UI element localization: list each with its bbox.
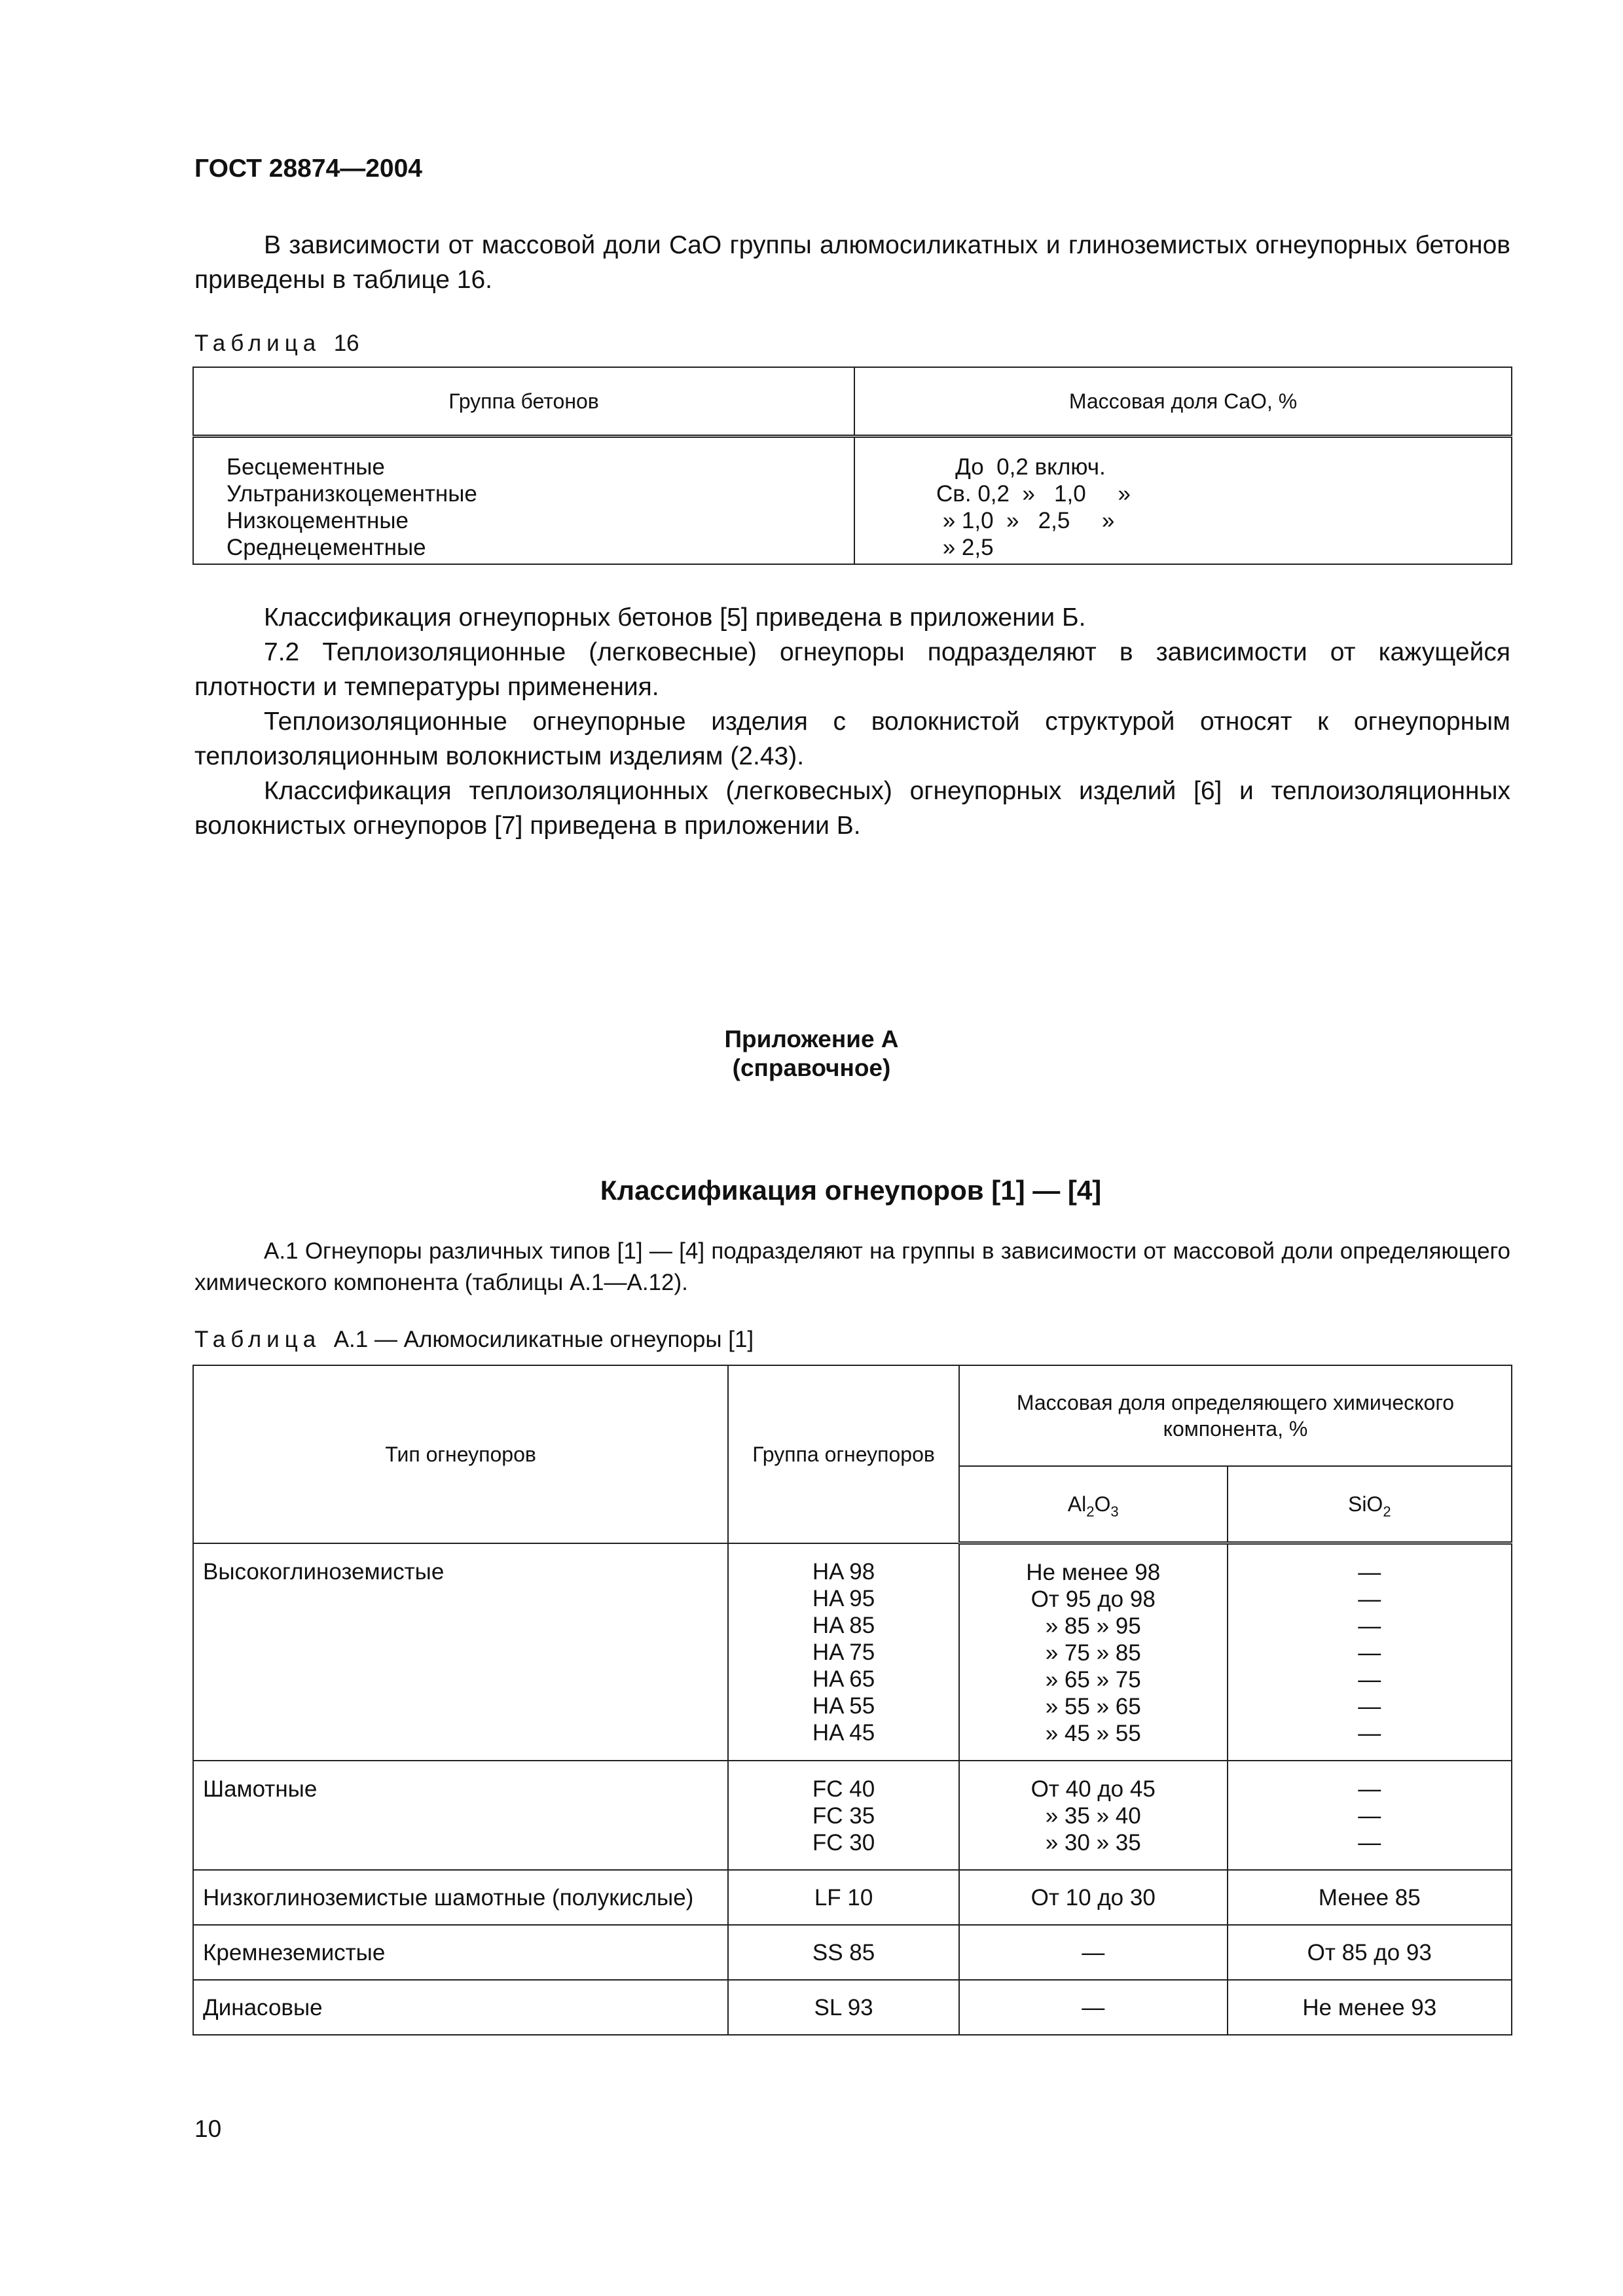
table-a1-type: Кремнеземистые (193, 1925, 728, 1980)
table-16-group: Ультранизкоцементные (227, 481, 477, 507)
table-16-value: » 2,5 (936, 535, 994, 560)
table-a1-sio2: Не менее 93 (1228, 1980, 1512, 2035)
table-16-header-cao: Массовая доля CaO, % (854, 367, 1512, 437)
page-number: 10 (194, 2115, 222, 2142)
table-16-group: Бесцементные (227, 454, 385, 480)
table-row (193, 1870, 1512, 1925)
paragraph-7-2: 7.2 Теплоизоляционные (легковесные) огнеупоры подразделяют в зависимости от кажущейся плотности и температуры применения. (194, 638, 1510, 701)
table-16 (192, 367, 1512, 565)
appendix-paragraph-a1: А.1 Огнеупоры различных типов [1] — [4] подразделяют на группы в зависимости от массовой доли определяющего химического компонента (таблицы А.1—А.12). (194, 1238, 1510, 1295)
appendix-title: Приложение А (724, 1026, 899, 1052)
table-16-value: Св. 0,2 » 1,0 » (936, 481, 1131, 507)
table-16-values-cell (854, 437, 1512, 565)
table-a1-group: SS 85 (728, 1925, 959, 1980)
intro-paragraph: В зависимости от массовой доли CaO группы алюмосиликатных и глиноземистых огнеупорных бетонов приведены в таблице 16. (194, 231, 1510, 294)
table-a1-header-group: Группа огнеупоров (728, 1365, 959, 1543)
table-a1-caption-word: Таблица (194, 1327, 321, 1352)
table-row (193, 1980, 1512, 2035)
table-a1-al2o3: — (959, 1980, 1228, 2035)
table-a1-header-type: Тип огнеупоров (193, 1365, 728, 1543)
table-16-group: Низкоцементные (227, 508, 409, 533)
table-a1-header-mass: Массовая доля определяющего химического компонента, % (959, 1365, 1512, 1466)
appendix-subtitle: (справочное) (732, 1054, 891, 1081)
table-16-value: До 0,2 включ. (936, 454, 1106, 480)
table-a1-type: Динасовые (193, 1980, 728, 2035)
table-a1-header-sio2: SiO$_2$ (1228, 1466, 1512, 1543)
table-a1-al2o3: От 40 до 45 » 35 » 40 » 30 » 35 (959, 1761, 1228, 1870)
table-a1-caption-title: А.1 — Алюмосиликатные огнеупоры [1] (333, 1327, 754, 1352)
table-16-caption (194, 331, 359, 357)
table-row (193, 1761, 1512, 1870)
table-a1-groups: HA 98 HA 95 HA 85 HA 75 HA 65 HA 55 HA 45 (728, 1543, 959, 1761)
table-a1 (192, 1365, 1512, 2036)
table-a1-sio2: Менее 85 (1228, 1870, 1512, 1925)
document-header: ГОСТ 28874—2004 (194, 154, 422, 183)
paragraph-concrete-classification: Классификация огнеупорных бетонов [5] приведена в приложении Б. (264, 603, 1086, 632)
table-a1-al2o3: От 10 до 30 (959, 1870, 1228, 1925)
table-a1-al2o3: — (959, 1925, 1228, 1980)
table-a1-sio2: От 85 до 93 (1228, 1925, 1512, 1980)
table-row (193, 1925, 1512, 1980)
table-a1-sio2: — — — (1228, 1761, 1512, 1870)
table-a1-type: Высокоглиноземистые (193, 1543, 728, 1761)
table-16-groups-cell (193, 437, 854, 565)
table-16-caption-number: 16 (333, 331, 359, 356)
table-16-group: Среднецементные (227, 535, 426, 560)
paragraph-fibrous: Теплоизоляционные огнеупорные изделия с волокнистой структурой относят к огнеупорным теплоизоляционным волокнистым изделиям (2.43). (194, 708, 1510, 770)
table-a1-al2o3: Не менее 98 От 95 до 98 » 85 » 95 » 75 » 85 » 65 » 75 » 55 » 65 » 45 » 55 (959, 1543, 1228, 1761)
appendix-heading: Классификация огнеупоров [1] — [4] (600, 1175, 1102, 1206)
paragraph-insulation-classification: Классификация теплоизоляционных (легковесных) огнеупорных изделий [6] и теплоизоляционных волокнистых огнеупоров [7] приведена в приложении В. (194, 777, 1510, 840)
table-a1-caption (194, 1327, 754, 1353)
table-a1-type: Шамотные (193, 1761, 728, 1870)
table-a1-sio2: — — — — — — — (1228, 1543, 1512, 1761)
table-16-caption-word: Таблица (194, 331, 321, 356)
table-a1-header-al2o3: $Al_2O_3$ (959, 1466, 1228, 1543)
table-a1-group: LF 10 (728, 1870, 959, 1925)
table-a1-type: Низкоглиноземистые шамотные (полукислые) (193, 1870, 728, 1925)
table-16-value: » 1,0 » 2,5 » (936, 508, 1115, 533)
table-a1-groups: FC 40 FC 35 FC 30 (728, 1761, 959, 1870)
table-a1-group: SL 93 (728, 1980, 959, 2035)
table-16-header-group: Группа бетонов (193, 367, 854, 437)
table-row (193, 1543, 1512, 1761)
